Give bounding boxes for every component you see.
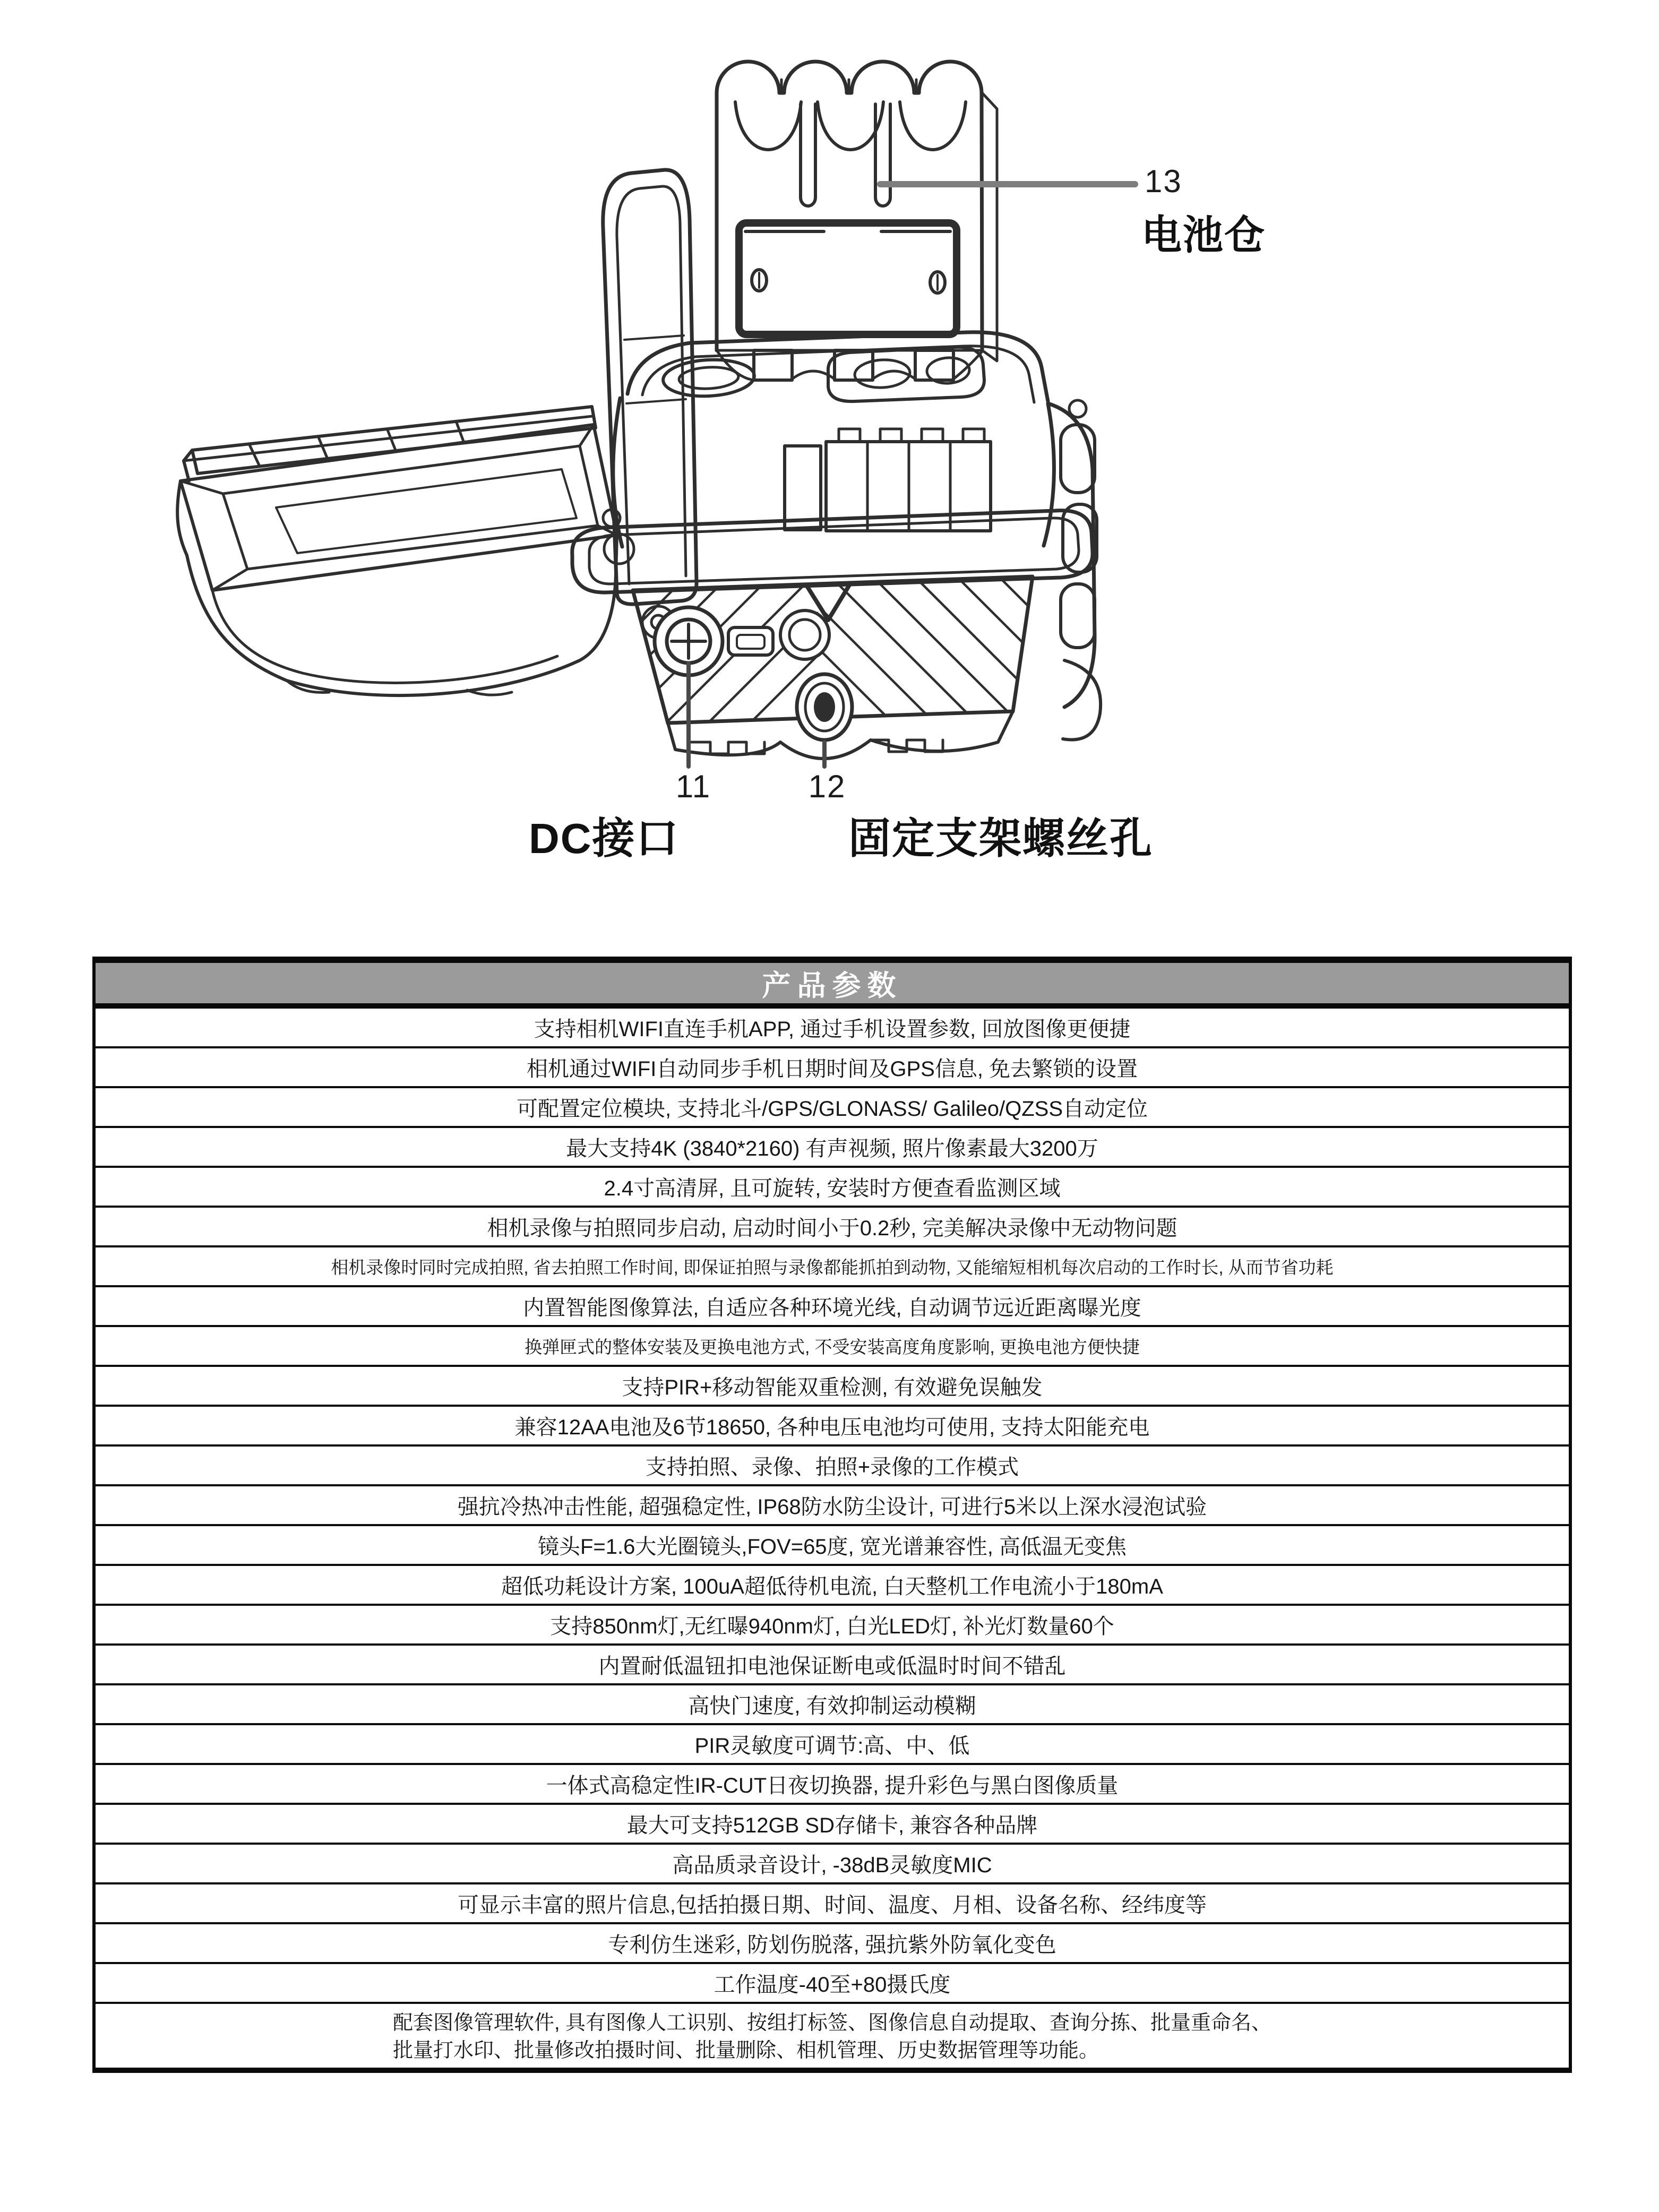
callout-number-11: 11: [675, 769, 711, 804]
table-row: [96, 1964, 1569, 2004]
callout-label-battery-compartment: 电池仓: [1141, 213, 1266, 258]
table-row-text: 高品质录音设计, -38dB灵敏度MIC: [672, 1854, 992, 1877]
table-row: [96, 1646, 1569, 1685]
table-row-text: 兼容12AA电池及6节18650, 各种电压电池均可使用, 支持太阳能充电: [514, 1416, 1150, 1439]
table-row-text: 工作温度-40至+80摄氏度: [714, 1973, 951, 1996]
table-row: [96, 1447, 1569, 1486]
table-row: [96, 1048, 1569, 1088]
table-row-text: 相机录像与拍照同步启动, 启动时间小于0.2秒, 完美解决录像中无动物问题: [487, 1217, 1177, 1240]
table-row: [96, 1725, 1569, 1765]
tripod-screw-hole-drawing: [797, 674, 852, 740]
callout-number-13: 13: [1145, 163, 1182, 199]
table-row: [96, 1168, 1569, 1208]
table-row-text: 可配置定位模块, 支持北斗/GPS/GLONASS/ Galileo/QZSS自动定位: [516, 1097, 1148, 1121]
table-row: [96, 1606, 1569, 1646]
table-row: [96, 1884, 1569, 1924]
table-row: [96, 1765, 1569, 1805]
table-header: 产品参数: [96, 963, 1569, 1009]
table-row-text: 内置耐低温钮扣电池保证断电或低温时时间不错乱: [598, 1655, 1066, 1678]
table-row-text: 2.4寸高清屏, 且可旋转, 安装时方便查看监测区域: [604, 1177, 1061, 1200]
table-row-text: 配套图像管理软件, 具有图像人工识别、按组打标签、图像信息自动提取、查询分拣、批量重命名、 批量打水印、批量修改拍摄时间、批量删除、相机管理、历史数据管理等功能。: [392, 2012, 1272, 2062]
table-row-text: 支持850nm灯,无红曝940nm灯, 白光LED灯, 补光灯数量60个: [550, 1615, 1114, 1638]
table-row: [96, 1128, 1569, 1168]
table-row: [96, 1924, 1569, 1964]
table-row-text: PIR灵敏度可调节:高、中、低: [694, 1734, 970, 1758]
camera-exploded-diagram: [0, 0, 1659, 950]
table-row: [96, 1088, 1569, 1128]
table-row-text: 镜头F=1.6大光圈镜头,FOV=65度, 宽光谱兼容性, 高低温无变焦: [537, 1535, 1127, 1559]
table-row: [96, 1247, 1569, 1287]
callout-number-12: 12: [808, 769, 846, 804]
table-row-text: 支持拍照、录像、拍照+录像的工作模式: [645, 1456, 1019, 1479]
table-row-text: 支持相机WIFI直连手机APP, 通过手机设置参数, 回放图像更便捷: [534, 1018, 1131, 1041]
table-row-text: 最大可支持512GB SD存储卡, 兼容各种品牌: [626, 1814, 1038, 1837]
table-row: [96, 1526, 1569, 1566]
table-row-text: 最大支持4K (3840*2160) 有声视频, 照片像素最大3200万: [566, 1137, 1098, 1160]
table-row-text: 一体式高稳定性IR-CUT日夜切换器, 提升彩色与黑白图像质量: [546, 1774, 1119, 1797]
callout-label-bracket-screw-hole: 固定支架螺丝孔: [848, 815, 1153, 862]
table-row: [96, 1685, 1569, 1725]
table-row-text: 相机录像时同时完成拍照, 省去拍照工作时间, 即保证拍照与录像都能抓拍到动物, 又能缩短相机每次启动的工作时长, 从而节省功耗: [331, 1258, 1334, 1277]
table-row-text: 超低功耗设计方案, 100uA超低待机电流, 白天整机工作电流小于180mA: [501, 1575, 1163, 1598]
table-row-text: 相机通过WIFI自动同步手机日期时间及GPS信息, 免去繁锁的设置: [526, 1057, 1138, 1081]
table-row: [96, 1287, 1569, 1327]
table-row-software: [96, 2004, 1569, 2068]
camera-body-drawing: [572, 332, 1101, 759]
table-row-text: 支持PIR+移动智能双重检测, 有效避免误触发: [622, 1376, 1043, 1399]
callout-label-dc-port: DC接口: [529, 815, 680, 862]
table-row-text: 换弹匣式的整体安装及更换电池方式, 不受安装高度角度影响, 更换电池方便快捷: [525, 1337, 1140, 1357]
table-row: [96, 1566, 1569, 1606]
flip-screen-drawing: [603, 170, 697, 638]
table-row: [96, 1845, 1569, 1884]
product-parameters-table: [92, 957, 1572, 2073]
table-row-text: 可显示丰富的照片信息,包括拍摄日期、时间、温度、月相、设备名称、经纬度等: [457, 1893, 1207, 1917]
table-row-text: 强抗冷热冲击性能, 超强稳定性, IP68防水防尘设计, 可进行5米以上深水浸泡试验: [457, 1495, 1207, 1519]
table-row: [96, 1009, 1569, 1048]
table-row: [96, 1208, 1569, 1247]
table-row: [96, 1407, 1569, 1447]
camera-line-drawing: [0, 0, 1659, 950]
table-row: [96, 1327, 1569, 1367]
table-row-text: 高快门速度, 有效抑制运动模糊: [688, 1694, 976, 1718]
table-row-text: 内置智能图像算法, 自适应各种环境光线, 自动调节远近距离曝光度: [523, 1296, 1141, 1320]
spec-rows: [96, 1009, 1569, 2068]
open-lid-drawing: [177, 407, 634, 695]
table-row: [96, 1486, 1569, 1526]
table-row: [96, 1805, 1569, 1845]
table-row: [96, 1367, 1569, 1407]
table-row-text: 专利仿生迷彩, 防划伤脱落, 强抗紫外防氧化变色: [608, 1933, 1056, 1957]
